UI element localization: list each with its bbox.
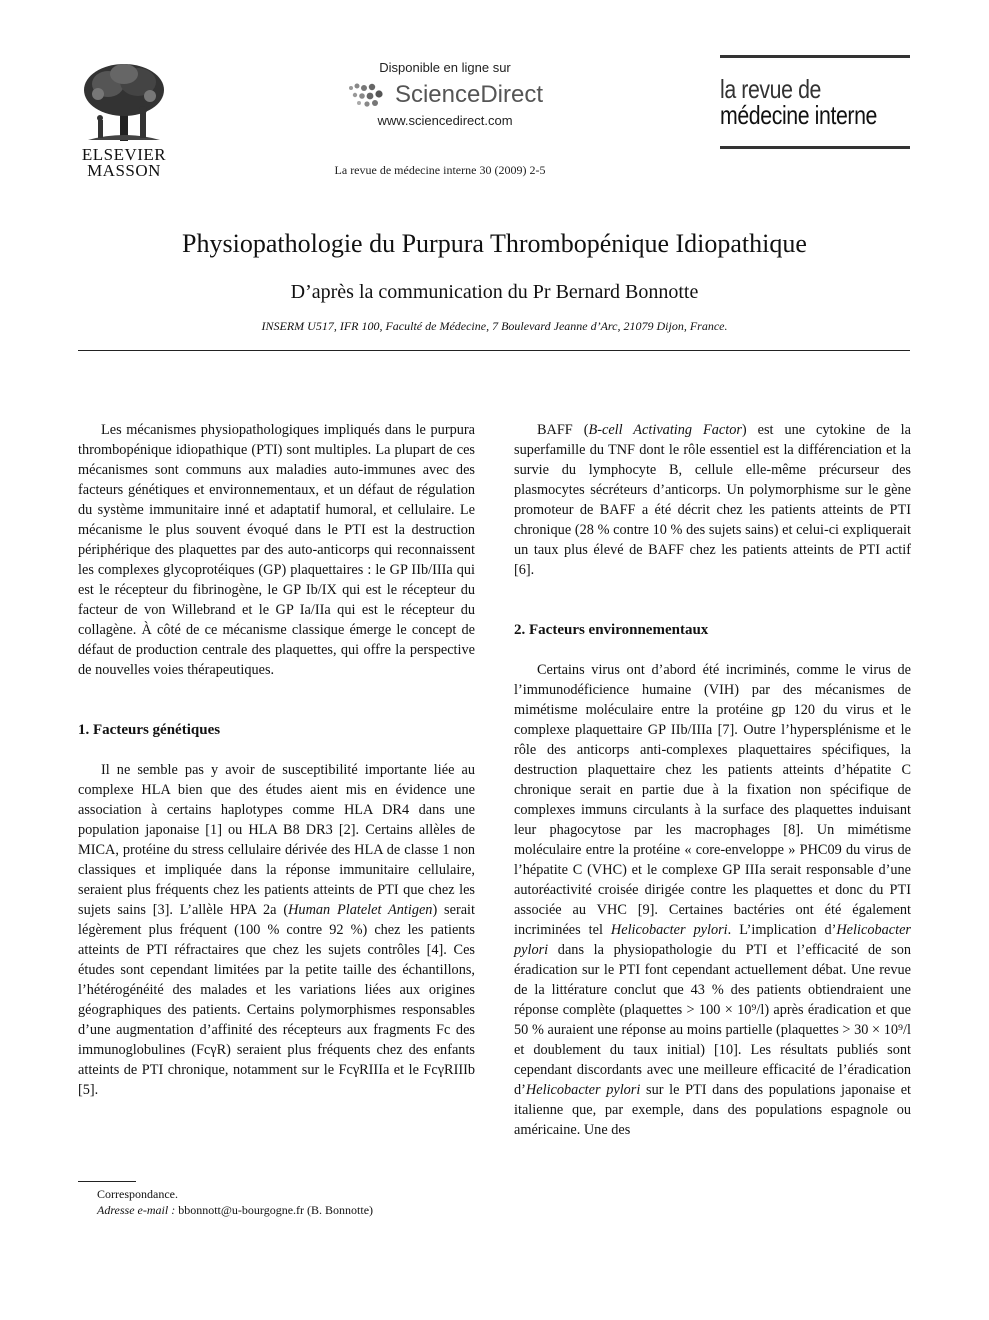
footnote: [97, 1186, 597, 1218]
sciencedirect-url[interactable]: www.sciencedirect.com: [377, 113, 513, 128]
section-heading-environmental: 2. Facteurs environnementaux: [514, 622, 709, 638]
masthead-rule-bottom: [720, 146, 910, 149]
title-divider: [78, 350, 910, 351]
journal-name-line2: médecine interne: [720, 100, 878, 130]
intro-paragraph: Les mécanismes physiopathologiques impliqués dans le purpura thrombopénique idiopathique (PTI) sont multiples. La plupart de ces mécanismes sont communs aux maladies auto-immunes avec des facteurs génétiques et environnementaux, et un défaut de régulation du système immunitaire inné et adaptatif humoral, et cellulaire. Le mécanisme le plus souvent évoqué dans le PTI est la destruction périphérique des plaquettes par des auto-anticorps qui reconnaissent les complexes glycoprotéiques (GP) plaquettaires : le GP IIb/IIIa qui est le récepteur du fibrinogène, le GP Ib/IX qui est le récepteur du facteur de von Willebrand et le GP Ia/IIa qui est le récepteur du collagène. À côté de ce mécanisme classique émerge le concept de défaut de production centrale des plaquettes, qui offre la perspective de nouvelles voies thérapeutiques.: [78, 422, 475, 678]
italic-term: Helicobacter pylori: [514, 922, 911, 958]
sciencedirect-brand[interactable]: [340, 81, 550, 109]
article-subtitle: D’après la communication du Pr Bernard Bonnotte: [290, 281, 699, 303]
baff-paragraph: BAFF (B-cell Activating Factor) est une cytokine de la superfamille du TNF dont le rôle essentiel est la différenciation et la survie du lymphocyte B, cellule elle-même précurseur des plasmocytes sécréteurs d’anticorps. Un polymorphisme sur le gène promoteur de BAFF a été décrit chez les patients atteints de PTI chronique (28 % contre 10 % des sujets sains) et celui-ci expliquerait un taux plus élevé de BAFF chez les patients atteints de PTI actif [6].: [514, 422, 911, 578]
sciencedirect-dots-icon: [347, 82, 389, 108]
article-title: Physiopathologie du Purpura Thrombopénique Idiopathique: [182, 229, 807, 258]
author-affiliation: INSERM U517, IFR 100, Faculté de Médecine, 7 Boulevard Jeanne d’Arc, 21079 Dijon, France.: [261, 319, 728, 333]
right-column: [514, 420, 911, 1140]
journal-citation: La revue de médecine interne 30 (2009) 2-5: [334, 163, 546, 177]
email-address[interactable]: bbonnott@u-bourgogne.fr (B. Bonnotte): [178, 1203, 374, 1217]
environmental-paragraph: Certains virus ont d’abord été incriminés, comme le virus de l’immunodéficience humaine (VIH) par des mécanismes de mimétisme moléculaire entre la protéine gp 120 du virus et le complexe plaquettaire GP IIb/IIIa [7]. Outre l’hypersplénisme et le rôle des anticorps anti-complexes plaquettaires spécifiques, la destruction plaquettaire chez les patients atteints d’hépatite C chronique serait en partie due à la fixation non spécifique de complexes immuns circulants à la surface des plaquettes induisant leur phagocytose par les macrophages [8]. Un mimétisme moléculaire entre la protéine « core-enveloppe » PHC09 du virus de l’hépatite C (VHC) et le complexe GP IIIa serait responsable d’une autoréactivité croisée dirigée contre les plaquettes et donc du PTI associée au VHC [9]. Certaines bactéries ont été également incriminées tel Helicobacter pylori. L’implication d’Helicobacter pylori dans la physiopathologie du PTI et l’efficacité de son éradication sur le PTI font cependant actuellement débat. Une revue de la littérature conclut que 43 % des patients obtiendraient une réponse complète (plaquettes > 100 × 10⁹/l) après éradication et que 50 % auraient une réponse au moins partielle (plaquettes > 30 × 10⁹/l et doublement du taux initial) [10]. Les résultats publiés sont cependant discordants avec une meilleure efficacité de l’éradication d’Helicobacter pylori sur le PTI dans des populations japonaise et italienne que, par exemple, dans des populations espagnole ou américaine. Une des: [514, 662, 912, 1138]
italic-term: Human Platelet Antigen: [288, 902, 433, 918]
elsevier-tree-icon: [78, 60, 170, 144]
elsevier-masson-logo: [78, 60, 170, 180]
sciencedirect-wordmark: ScienceDirect: [394, 81, 544, 108]
genetic-paragraph: Il ne semble pas y avoir de susceptibilité importante liée au complexe HLA bien que des études aient mis en évidence une association à certains haplotypes comme HLA DR4 dans une population japonaise [1] ou HLA B8 DR3 [2]. Certains allèles de MICA, protéine du stress cellulaire dérivée des HLA de classe 1 non classiques et impliquée dans la réponse immunitaire cellulaire, seraient plus fréquents chez les patients atteints de PTI que chez les sujets sains [3]. L’allèle HPA 2a (Human Platelet Antigen) serait légèrement plus fréquent (100 % contre 92 %) chez les patients atteints de PTI réfractaires que chez les sujets contrôles [4]. Ces études sont cependant limitées par la petite taille des échantillons, l’hétérogénéité des malades et les variations liées aux origines géographiques des patients. Certains polymorphismes responsables d’une augmentation d’affinité des récepteurs aux fragments Fc des immunoglobulines (FcγR) seraient plus fréquents chez des enfants atteints de PTI chronique, notamment sur le FcγRIIIa et le FcγRIIIb [5].: [78, 762, 475, 1098]
publisher-line1: ELSEVIER: [81, 145, 167, 164]
italic-term: B-cell Activating Factor: [588, 422, 742, 438]
section-heading-genetic: 1. Facteurs génétiques: [78, 722, 221, 738]
correspondence-label: Correspondance.: [97, 1187, 178, 1201]
email-label: Adresse e-mail :: [97, 1203, 176, 1217]
journal-name-line1: la revue de: [720, 74, 821, 104]
italic-term: Helicobacter pylori: [525, 1082, 641, 1098]
footnote-rule: [78, 1181, 136, 1182]
available-online-label: Disponible en ligne sur: [379, 60, 511, 75]
masthead-rule-top: [720, 55, 910, 58]
journal-masthead: [720, 55, 910, 149]
publisher-line2: MASSON: [87, 161, 161, 180]
sciencedirect-block: [340, 60, 550, 128]
left-column: [78, 420, 475, 1100]
italic-term: Helicobacter pylori: [610, 922, 728, 938]
email-line: [97, 1202, 597, 1218]
